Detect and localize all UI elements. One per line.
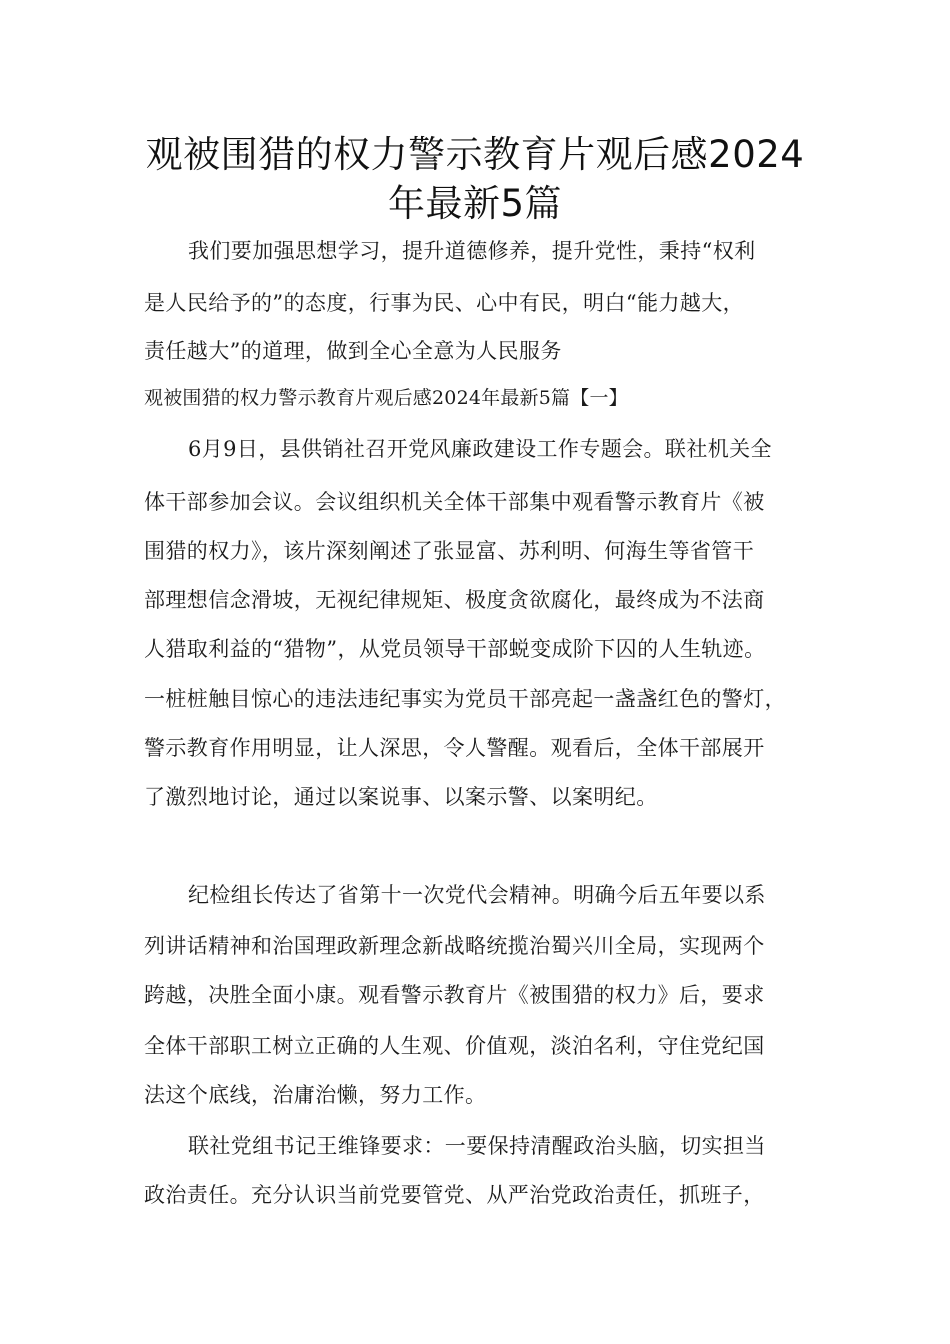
paragraph3-line-2: 政治责任。充分认识当前党要管党、从严治党政治责任，抓班子， (144, 1183, 765, 1207)
paragraph1-line-2: 体干部参加会议。会议组织机关全体干部集中观看警示教育片《被 (144, 490, 765, 514)
paragraph1-line-3: 围猎的权力》，该片深刻阐述了张显富、苏利明、何海生等省管干 (144, 539, 755, 563)
paragraph1-line-7: 警示教育作用明显，让人深思，令人警醒。观看后，全体干部展开 (144, 736, 765, 760)
paragraph1-line-4: 部理想信念滑坡，无视纪律规矩、极度贪欲腐化，最终成为不法商 (144, 588, 765, 612)
section-heading: 观被围猎的权力警示教育片观后感2024年最新5篇【一】 (144, 387, 628, 409)
intro-line-1: 我们要加强思想学习，提升道德修养，提升党性，秉持“权利 (188, 239, 756, 263)
paragraph1-line-5: 人猎取利益的“猎物”，从党员领导干部蜕变成阶下囚的人生轨迹。 (144, 637, 766, 661)
paragraph2-line-5: 法这个底线，治庸治懒，努力工作。 (144, 1083, 487, 1107)
paragraph1-line-8: 了激烈地讨论，通过以案说事、以案示警、以案明纪。 (144, 785, 658, 809)
intro-line-3: 责任越大”的道理，做到全心全意为人民服务 (144, 339, 562, 363)
paragraph2-line-1: 纪检组长传达了省第十一次党代会精神。明确今后五年要以系 (188, 883, 766, 907)
paragraph1-line-6: 一桩桩触目惊心的违法违纪事实为党员干部亮起一盏盏红色的警灯， (144, 687, 786, 711)
document-title-line-2: 年最新5篇 (387, 182, 563, 225)
paragraph2-line-2: 列讲话精神和治国理政新理念新战略统揽治蜀兴川全局，实现两个 (144, 934, 765, 958)
intro-line-2: 是人民给予的”的态度，行事为民、心中有民，明白“能力越大， (144, 291, 745, 315)
document-title-line-1: 观被围猎的权力警示教育片观后感2024 (145, 133, 805, 176)
paragraph2-line-4: 全体干部职工树立正确的人生观、价值观，淡泊名利，守住党纪国 (144, 1034, 765, 1058)
paragraph3-line-1: 联社党组书记王维锋要求：一要保持清醒政治头脑，切实担当 (188, 1134, 766, 1158)
paragraph2-line-3: 跨越，决胜全面小康。观看警示教育片《被围猎的权力》后，要求 (144, 983, 765, 1007)
paragraph1-line-1: 6月9日，县供销社召开党风廉政建设工作专题会。联社机关全 (188, 437, 772, 461)
